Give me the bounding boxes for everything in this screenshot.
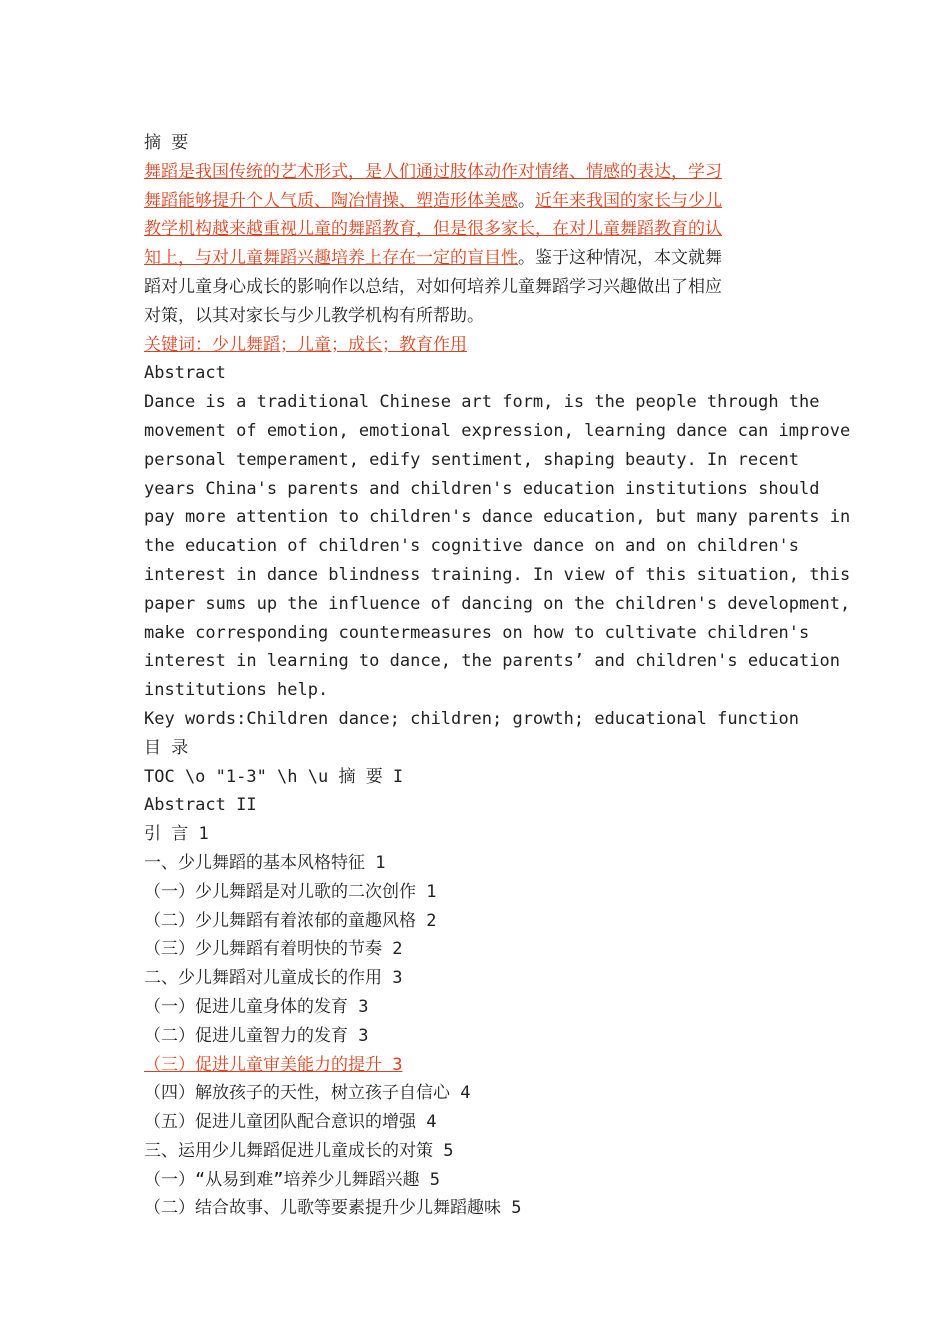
abstract-en-line: institutions help.	[144, 680, 329, 701]
body-text: 对策，以其对家长与少儿教学机构有所帮助。	[144, 305, 484, 326]
abstract-cn-line	[144, 244, 824, 273]
toc-item[interactable]: TOC \o "1-3" \h \u 摘 要 I	[144, 766, 404, 787]
toc-item[interactable]: （一）少儿舞蹈是对儿歌的二次创作 1	[144, 881, 437, 902]
toc-item[interactable]: 三、运用少儿舞蹈促进儿童成长的对策 5	[144, 1140, 454, 1161]
toc-item[interactable]: （二）结合故事、儿歌等要素提升少儿舞蹈趣味 5	[144, 1198, 522, 1219]
abstract-cn-line	[144, 302, 824, 331]
body-text: 。	[518, 190, 535, 211]
highlighted-text: 教学机构越来越重视儿童的舞蹈教育，但是很多家长，在对儿童舞蹈教育的认	[144, 219, 722, 240]
abstract-en-line: Dance is a traditional Chinese art form, is the people through the	[144, 392, 820, 413]
toc-item[interactable]: （五）促进儿童团队配合意识的增强 4	[144, 1112, 437, 1133]
toc-heading: 目 录	[144, 737, 189, 758]
abstract-en-line: pay more attention to children's dance education, but many parents in	[144, 507, 851, 528]
toc-item[interactable]: （二）促进儿童智力的发育 3	[144, 1025, 369, 1046]
abstract-en-line: make corresponding countermeasures on how to cultivate children's	[144, 622, 810, 643]
abstract-cn-line	[144, 187, 824, 216]
document-content	[144, 129, 851, 1223]
toc-item[interactable]: 引 言 1	[144, 824, 209, 845]
toc-item[interactable]: （二）少儿舞蹈有着浓郁的童趣风格 2	[144, 910, 437, 931]
abstract-en-body	[144, 388, 851, 705]
abstract-en-line: interest in learning to dance, the parents’ and children's education	[144, 651, 840, 672]
abstract-en-line: paper sums up the influence of dancing on the children's development,	[144, 593, 851, 614]
abstract-en-line: interest in dance blindness training. In view of this situation, this	[144, 564, 851, 585]
keywords-en: Key words:Children dance; children; growth; educational function	[144, 708, 800, 729]
toc-item[interactable]: Abstract II	[144, 795, 257, 816]
toc-item[interactable]: （四）解放孩子的天性，树立孩子自信心 4	[144, 1083, 471, 1104]
abstract-cn-body	[144, 158, 824, 331]
abstract-en-line: personal temperament, edify sentiment, shaping beauty. In recent	[144, 449, 800, 470]
highlighted-text: 知上，与对儿童舞蹈兴趣培养上存在一定的盲目性	[144, 248, 518, 269]
toc-item[interactable]: （三）少儿舞蹈有着明快的节奏 2	[144, 939, 403, 960]
highlighted-text: 舞蹈能够提升个人气质、陶冶情操、塑造形体美感	[144, 190, 518, 211]
abstract-cn-heading: 摘 要	[144, 133, 189, 153]
abstract-en-line: years China's parents and children's education institutions should	[144, 478, 820, 499]
keywords-cn: 关键词：少儿舞蹈；儿童；成长；教育作用	[144, 334, 467, 355]
toc-item[interactable]: 一、少儿舞蹈的基本风格特征 1	[144, 852, 386, 873]
abstract-en-line: the education of children's cognitive dance on and on children's	[144, 536, 800, 557]
abstract-cn-line	[144, 158, 824, 187]
abstract-en-heading: Abstract	[144, 363, 226, 384]
abstract-cn-line	[144, 215, 824, 244]
toc-item[interactable]: 二、少儿舞蹈对儿童成长的作用 3	[144, 968, 403, 989]
toc-item[interactable]: （三）促进儿童审美能力的提升 3	[144, 1054, 403, 1075]
toc-item[interactable]: （一）促进儿童身体的发育 3	[144, 996, 369, 1017]
abstract-en-line: movement of emotion, emotional expression, learning dance can improve	[144, 420, 851, 441]
toc-item[interactable]: （一）“从易到难”培养少儿舞蹈兴趣 5	[144, 1169, 440, 1190]
body-text: 。鉴于这种情况，本文就舞	[518, 248, 722, 269]
body-text: 蹈对儿童身心成长的影响作以总结，对如何培养儿童舞蹈学习兴趣做出了相应	[144, 276, 722, 297]
highlighted-text: 近年来我国的家长与少儿	[535, 190, 722, 211]
abstract-cn-line	[144, 273, 824, 302]
highlighted-text: 舞蹈是我国传统的艺术形式，是人们通过肢体动作对情绪、情感的表达，学习	[144, 161, 722, 182]
toc-list	[144, 763, 824, 1224]
